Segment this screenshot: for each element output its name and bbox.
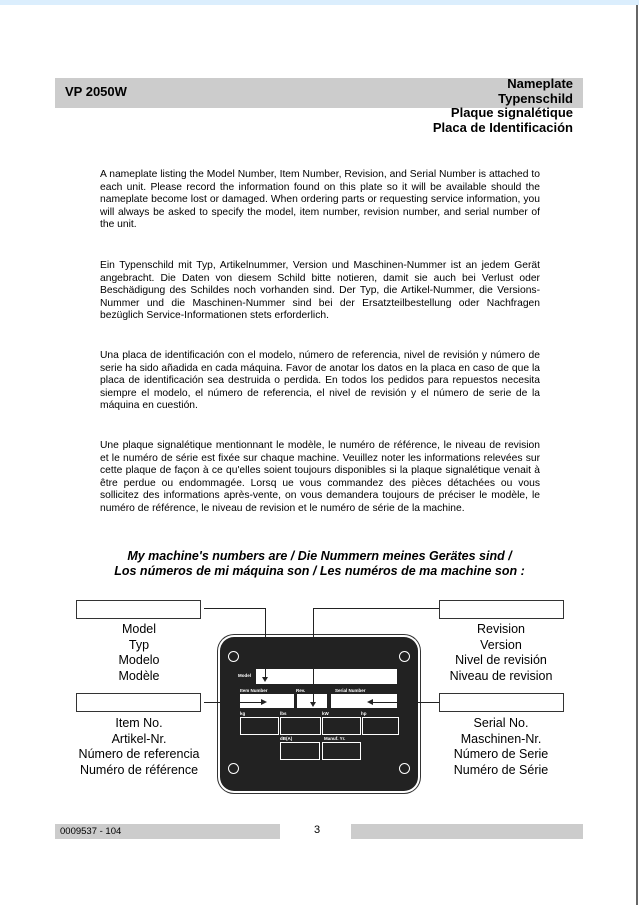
- plate-label-dba: dB(A): [280, 736, 293, 741]
- header-titles: [433, 77, 573, 135]
- header-model: VP 2050W: [65, 84, 127, 99]
- label-de: Typ: [128, 637, 150, 652]
- nameplate-illustration: [220, 637, 418, 791]
- arrow-down-icon: [262, 677, 268, 682]
- label-fr: Modèle: [118, 668, 160, 683]
- serial-number-field[interactable]: [439, 693, 564, 712]
- connector-line: [204, 608, 266, 609]
- label-de: Version: [480, 637, 522, 652]
- page-number: 3: [314, 824, 321, 836]
- label-de: Maschinen-Nr.: [460, 731, 542, 746]
- title-fr: Plaque signalétique: [450, 105, 573, 120]
- connector-line: [204, 702, 262, 703]
- item-number-field[interactable]: [76, 693, 201, 712]
- title-es: Placa de Identificación: [432, 119, 573, 135]
- plate-lbs-box: [280, 717, 321, 735]
- caption-line-2: Los números de mi máquina son / Les numéros de ma machine son :: [114, 564, 525, 578]
- plate-model-box: [256, 669, 397, 684]
- plate-label-model: Model: [238, 673, 251, 678]
- plate-label-rev: Rev.: [296, 688, 306, 693]
- arrow-right-icon: [261, 699, 267, 705]
- model-field[interactable]: [76, 600, 201, 619]
- plate-label-item-number: Item Number: [240, 688, 268, 693]
- page-edge: [636, 5, 638, 905]
- document-number: 0009537 - 104: [60, 826, 122, 837]
- plate-manuf-yr-box: [322, 742, 361, 760]
- model-labels: [64, 622, 214, 684]
- plate-serial-box: [331, 694, 397, 708]
- plate-item-box: [240, 694, 294, 708]
- plate-kg-box: [240, 717, 279, 735]
- item-number-labels: [64, 716, 214, 778]
- revision-field[interactable]: [439, 600, 564, 619]
- window-top-bar: [0, 0, 639, 5]
- connector-line: [313, 608, 314, 703]
- plate-label-kg: kg: [240, 711, 246, 716]
- plate-label-hp: hp: [361, 711, 367, 716]
- label-en: Serial No.: [473, 716, 529, 730]
- screw-hole-icon: [228, 763, 239, 774]
- label-es: Número de referencia: [78, 747, 200, 761]
- label-fr: Niveau de revision: [449, 668, 553, 683]
- label-es: Nivel de revisión: [455, 653, 547, 667]
- plate-label-serial-number: Serial Number: [335, 688, 366, 693]
- footer-bar-right: [351, 824, 583, 839]
- connector-line: [373, 702, 439, 703]
- screw-hole-icon: [399, 651, 410, 662]
- connector-line: [313, 608, 439, 609]
- connector-line: [265, 608, 266, 678]
- plate-label-manuf-yr: Manuf. Yr.: [324, 736, 346, 741]
- caption-line-1: My machine's numbers are / Die Nummern meines Gerätes sind /: [127, 549, 512, 563]
- paragraph-spanish: Una placa de identificación con el modelo, número de referencia, nivel de revisión y número de serie ha sido añadida en cada máquina. Favor de anotar los datos en la placa en caso de que la placa de identificación sea destruida o perdida. En todos los pedidos para repuestos necesita siempre el modelo, el número de referencia, el nivel de revisión y el número de serie de la máquina en cuestión.: [100, 350, 540, 411]
- plate-dba-box: [280, 742, 320, 760]
- label-es: Modelo: [118, 653, 160, 667]
- paragraph-german: Ein Typenschild mit Typ, Artikelnummer, Version und Maschinen-Nummer ist an jedem Gerät angebracht. Die Daten von diesem Schild bitte notieren, damit sie auch bei Verlust oder Beschädigung des Schildes noch vorhanden sind. Der Typ, die Artikel-Nummer, die Versions- Nummer und die Maschinen-Nummer sind bei der Ersatzteilbestellung oder Nachfragen bezüglich Service-Informationen stets erforderlich.: [100, 260, 540, 321]
- label-fr: Numéro de référence: [79, 762, 199, 777]
- label-en: Model: [121, 622, 157, 636]
- title-de: Typenschild: [498, 90, 573, 106]
- plate-kw-box: [322, 717, 361, 735]
- arrow-down-icon: [310, 702, 316, 707]
- numbers-caption: [60, 549, 579, 579]
- arrow-left-icon: [367, 699, 373, 705]
- screw-hole-icon: [399, 763, 410, 774]
- plate-label-lbs: lbs: [280, 711, 287, 716]
- serial-number-labels: [426, 716, 576, 778]
- revision-labels: [426, 622, 576, 684]
- paragraph-english: A nameplate listing the Model Number, Item Number, Revision, and Serial Number is attached to each unit. Please record the information found on this plate so it will be available should the nameplate become lost or damaged. When ordering parts or requesting service information, you will always be asked to specify the model, item number, revision number, and serial number of the unit.: [100, 169, 540, 230]
- paragraph-french: Une plaque signalétique mentionnant le modèle, le numéro de référence, le niveau de revision et le numéro de série est fixée sur chaque machine. Veuillez noter les informations relevées sur cette plaque de façon à ce qu'elles soient toujours disponibles si la plaque signalétique venait à être perdue ou endommagée. Lorsq ue vous commandez des pièces détachées ou vous sollicitez des informations après-vente, on vous demandera toujours de préciser le modèle, le numéro de référence, le niveau de revision et le numéro de série de la machine.: [100, 440, 540, 514]
- label-es: Número de Serie: [453, 747, 549, 761]
- plate-hp-box: [362, 717, 399, 735]
- title-en: Nameplate: [507, 76, 573, 91]
- label-de: Artikel-Nr.: [111, 731, 167, 746]
- label-en: Item No.: [115, 716, 163, 730]
- label-fr: Numéro de Série: [453, 762, 549, 777]
- plate-label-kw: kW: [322, 711, 329, 716]
- label-en: Revision: [477, 622, 525, 636]
- screw-hole-icon: [228, 651, 239, 662]
